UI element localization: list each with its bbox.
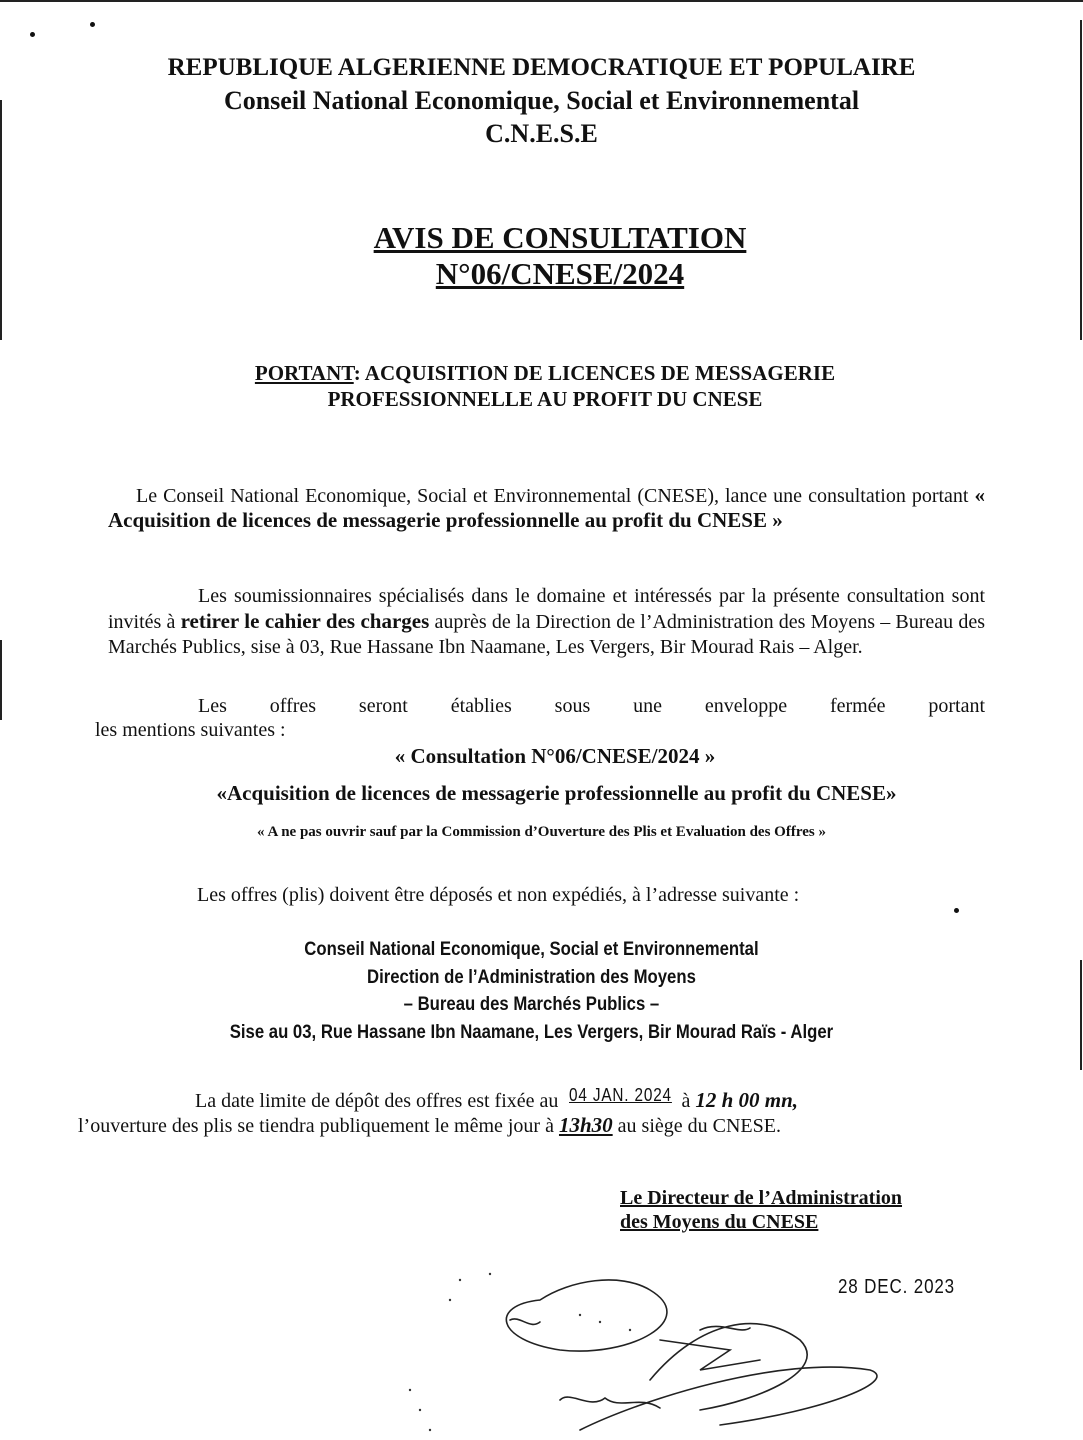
paragraph-bidders-text: Les soumissionnaires spécialisés dans le domaine et intéressés par la présente consultation sont invités à <box>108 585 985 633</box>
deadline-date-stamp: 04 JAN. 2024 <box>569 1085 673 1105</box>
deadline-opening-text: l’ouverture des plis se tiendra publiquement le même jour à <box>78 1115 559 1137</box>
deadline-line-1 <box>195 1086 995 1115</box>
header-institution: Conseil National Economique, Social et Environnemental <box>223 86 860 115</box>
subject-block <box>100 360 990 412</box>
address-line-3: – Bureau des Marchés Publics – <box>403 994 660 1015</box>
signatory-title <box>620 1186 1020 1234</box>
address-line-1: Conseil National Economique, Social et Environnemental <box>304 939 759 960</box>
signatory-title-line-1: Le Directeur de l’Administration <box>620 1187 903 1209</box>
handwritten-signature <box>400 1260 920 1440</box>
deadline-opening-place: au siège du CNESE. <box>612 1115 781 1137</box>
subject-text-2: PROFESSIONNELLE AU PROFIT DU CNESE <box>327 387 763 411</box>
header-acronym: C.N.E.S.E <box>485 119 598 148</box>
mention-do-not-open: « A ne pas ouvrir sauf par la Commission d’Ouverture des Plis et Evaluation des Offres » <box>257 824 826 840</box>
paragraph-offers-line-2: les mentions suivantes : <box>95 719 286 741</box>
paragraph-bidders-text-2: auprès de la Direction de l’Administration des Moyens – Bureau des Marchés Publics, sise à 03, Rue Hassane Ibn Naamane, Les Vergers, Bir Mourad Rais – Alger. <box>108 611 985 658</box>
paragraph-offers <box>95 694 985 742</box>
mention-object: «Acquisition de licences de messagerie professionnelle au profit du CNESE» <box>216 781 897 805</box>
signatory-title-line-2: des Moyens du CNESE <box>620 1211 819 1233</box>
notice-title-block <box>0 220 1083 292</box>
deadline-time: 12 h 00 mn, <box>695 1088 799 1112</box>
scan-dot <box>954 908 959 913</box>
address-block <box>64 936 999 1046</box>
paragraph-offers-line-1: Les offres seront établies sous une enveloppe fermée portant <box>198 695 985 717</box>
scan-edge-right-lower <box>1080 960 1082 1070</box>
address-line-4: Sise au 03, Rue Hassane Ibn Naamane, Les Vergers, Bir Mourad Raïs - Alger <box>229 1021 834 1043</box>
deadline-opening-time: 13h30 <box>558 1113 613 1137</box>
paragraph-bidders <box>108 584 985 660</box>
paragraph-intro <box>108 483 985 533</box>
address-line-2: Direction de l’Administration des Moyens <box>366 966 696 988</box>
paragraph-intro-bold: « Acquisition de licences de messagerie professionnelle au profit du CNESE » <box>108 483 985 532</box>
notice-number: N°06/CNESE/2024 <box>435 256 685 291</box>
scan-edge-top <box>0 0 1083 2</box>
notice-title: AVIS DE CONSULTATION <box>373 220 747 255</box>
scan-dot <box>30 32 35 37</box>
scan-dot <box>90 22 95 27</box>
header <box>0 52 1083 150</box>
subject-text-1: : ACQUISITION DE LICENCES DE MESSAGERIE <box>353 361 836 385</box>
subject-line-1 <box>100 360 990 386</box>
subject-label: PORTANT <box>254 361 354 385</box>
paragraph-deposit: Les offres (plis) doivent être déposés et non expédiés, à l’adresse suivante : <box>197 884 800 906</box>
deadline-line-2 <box>78 1113 998 1138</box>
deadline-text: La date limite de dépôt des offres est fixée au <box>195 1090 564 1112</box>
paragraph-intro-text: Le Conseil National Economique, Social et Environnemental (CNESE), lance une consultation portant <box>136 485 975 507</box>
mention-consultation: « Consultation N°06/CNESE/2024 » <box>394 744 716 768</box>
scan-edge-left-lower <box>0 640 2 720</box>
deadline-at: à <box>676 1090 696 1112</box>
signature-date-stamp: 28 DEC. 2023 <box>838 1276 955 1298</box>
header-country: REPUBLIQUE ALGERIENNE DEMOCRATIQUE ET POPULAIRE <box>167 54 916 81</box>
paragraph-bidders-bold: retirer le cahier des charges <box>180 609 430 633</box>
